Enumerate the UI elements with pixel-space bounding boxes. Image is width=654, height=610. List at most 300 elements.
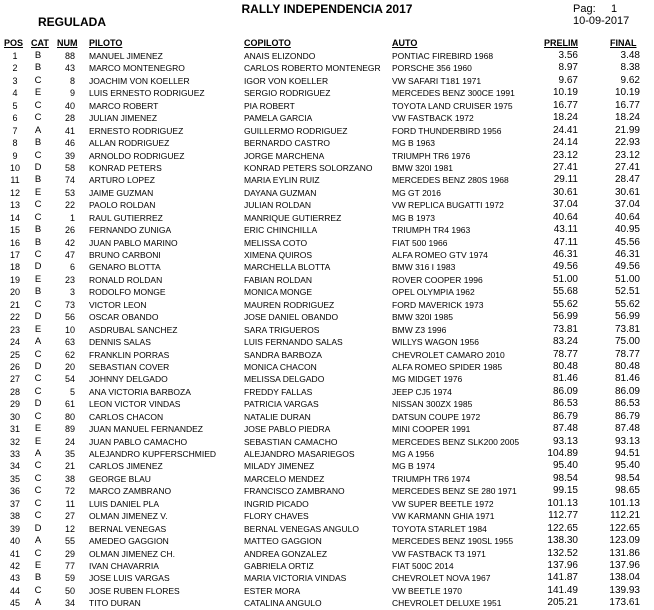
table-row [0,274,654,286]
cell-cat: A [34,448,42,459]
cell-auto: BMW 316 I 1983 [392,262,456,273]
cell-pos: 12 [9,187,20,198]
cell-copiloto: JULIAN ROLDAN [244,200,312,211]
cell-auto: TOYOTA LAND CRUISER 1975 [392,100,513,111]
cell-final: 98.54 [614,472,640,484]
cell-pos: 19 [9,274,20,285]
cell-final: 40.95 [614,224,640,236]
cell-auto: JEEP CJ5 1974 [392,386,452,397]
cell-copiloto: CATALINA ANGULO [244,598,322,609]
cell-copiloto: FLORY CHAVES [244,511,309,522]
cell-piloto: MARCO ZAMBRANO [89,486,172,497]
cell-piloto: JOSE RUBEN FLORES [89,585,180,596]
cell-num: 43 [64,63,75,74]
cell-final: 93.13 [614,435,640,447]
cell-copiloto: MARIA EYLIN RUIZ [244,175,320,186]
cell-piloto: DENNIS SALAS [89,337,151,348]
header-final: FINAL [610,38,637,48]
cell-cat: C [34,472,42,484]
cell-auto: WILLYS WAGON 1956 [392,337,479,348]
cell-prelim: 46.31 [552,249,578,260]
cell-copiloto: LUIS FERNANDO SALAS [244,337,343,348]
cell-auto: DATSUN COUPE 1972 [392,411,481,422]
cell-copiloto: ANAIS ELIZONDO [244,51,316,61]
table-row [0,100,654,112]
cell-auto: MERCEDES BENZ SLK200 2005 [392,436,520,447]
cell-num: 61 [64,399,75,410]
cell-piloto: GENARO BLOTTA [89,262,161,273]
cell-cat: E [34,559,42,571]
cell-num: 1 [69,212,75,223]
cell-num: 38 [64,473,75,484]
cell-piloto: JULIAN JIMENEZ [89,113,158,124]
cell-prelim: 24.41 [552,124,578,136]
cell-pos: 29 [9,399,20,410]
cell-pos: 15 [9,225,20,236]
cell-pos: 31 [9,424,20,435]
cell-auto: VW SUPER BEETLE 1972 [392,498,494,509]
cell-auto: MERCEDES BENZ 190SL 1955 [392,536,514,547]
cell-prelim: 29.11 [553,174,578,186]
cell-final: 81.46 [614,373,640,385]
cell-final: 95.40 [614,460,640,472]
cell-num: 77 [64,560,75,571]
cell-final: 101.13 [609,497,640,509]
cell-prelim: 3.56 [558,50,578,61]
cell-cat: B [34,236,42,248]
cell-piloto: TITO DURAN [89,598,141,609]
cell-auto: BMW 320I 1985 [392,312,453,323]
cell-final: 123.09 [609,535,640,547]
page-label: Pag: [573,3,596,15]
cell-final: 23.12 [614,149,640,161]
cell-num: 40 [64,100,75,111]
cell-num: 20 [64,361,75,372]
cell-final: 86.53 [614,398,640,410]
cell-piloto: RAUL GUTIERREZ [89,212,163,223]
cell-copiloto: JOSE DANIEL OBANDO [244,312,339,323]
cell-num: 8 [69,75,75,86]
cell-copiloto: MARCELO MENDEZ [244,473,325,484]
cell-copiloto: DAYANA GUZMAN [244,187,317,198]
cell-final: 112.21 [610,510,640,522]
cell-cat: B [34,50,42,61]
table-row [0,299,654,311]
cell-piloto: SEBASTIAN COVER [89,361,170,372]
cell-cat: C [34,74,42,86]
table-row [0,597,654,609]
cell-auto: MG GT 2016 [392,187,441,198]
cell-num: 55 [64,536,75,547]
cell-cat: E [34,273,42,285]
cell-pos: 34 [9,461,20,472]
cell-pos: 1 [12,51,18,61]
cell-prelim: 73.81 [552,323,578,335]
cell-piloto: ANA VICTORIA BARBOZA [89,386,191,397]
cell-piloto: BERNAL VENEGAS [89,523,167,534]
cell-cat: C [34,584,42,596]
cell-piloto: LUIS ERNESTO RODRIGUEZ [89,88,205,99]
cell-auto: TOYOTA STARLET 1984 [392,523,487,534]
cell-pos: 45 [9,598,20,609]
table-row [0,436,654,448]
cell-prelim: 137.96 [547,559,578,571]
cell-copiloto: XIMENA QUIROS [244,250,313,260]
cell-cat: C [34,497,42,509]
cell-pos: 3 [12,75,18,86]
cell-prelim: 8.97 [558,62,578,74]
cell-final: 73.81 [614,323,640,335]
table-row [0,75,654,87]
cell-cat: C [34,385,42,397]
cell-final: 122.65 [609,522,640,534]
table-row [0,199,654,211]
table-row [0,87,654,99]
cell-piloto: FERNANDO ZUNIGA [89,225,172,236]
cell-prelim: 49.56 [552,261,578,273]
cell-pos: 36 [9,486,20,497]
cell-copiloto: ERIC CHINCHILLA [244,225,318,236]
cell-auto: ROVER COOPER 1996 [392,274,483,285]
table-row [0,137,654,149]
cell-auto: TRIUMPH TR6 1974 [392,473,471,484]
cell-cat: D [34,261,42,273]
cell-copiloto: JORGE MARCHENA [244,150,325,161]
table-row [0,349,654,361]
cell-auto: ALFA ROMEO GTV 1974 [392,250,488,260]
cell-final: 27.41 [614,161,640,173]
cell-copiloto: MAUREN RODRIGUEZ [244,299,335,310]
cell-num: 42 [64,237,75,248]
table-row [0,386,654,398]
cell-num: 56 [64,312,75,323]
cell-final: 46.31 [614,249,640,260]
cell-num: 29 [64,548,75,559]
cell-prelim: 80.48 [552,360,578,372]
cell-auto: MERCEDES BENZ 300CE 1991 [392,88,515,99]
cell-piloto: OLMAN JIMENEZ V. [89,511,168,522]
cell-auto: PORSCHE 356 1960 [392,63,472,74]
cell-copiloto: MILADY JIMENEZ [244,461,315,472]
cell-final: 80.48 [614,360,640,372]
cell-cat: C [34,149,42,161]
cell-num: 88 [64,51,75,61]
cell-final: 137.96 [609,559,640,571]
cell-piloto: JUAN PABLO CAMACHO [89,436,188,447]
table-row [0,498,654,510]
cell-prelim: 122.65 [547,522,578,534]
cell-final: 40.64 [614,211,640,223]
cell-prelim: 43.11 [553,224,578,236]
cell-cat: D [34,522,42,534]
table-row [0,535,654,547]
table-row [0,212,654,224]
table-row [0,473,654,485]
report-date: 10-09-2017 [573,15,630,27]
cell-piloto: LUIS DANIEL PLA [89,498,160,509]
cell-pos: 14 [9,212,20,223]
cell-pos: 18 [9,262,20,273]
cell-pos: 6 [12,113,18,124]
cell-copiloto: ANDREA GONZALEZ [244,548,328,559]
cell-num: 5 [69,386,75,397]
cell-prelim: 86.53 [552,398,578,410]
cell-copiloto: PIA ROBERT [244,100,295,111]
cell-cat: C [34,373,42,385]
cell-pos: 24 [9,337,20,348]
table-row [0,162,654,174]
cell-final: 51.00 [614,273,640,285]
cell-prelim: 16.77 [552,99,578,111]
cell-copiloto: SANDRA BARBOZA [244,349,322,360]
table-row [0,411,654,423]
cell-num: 10 [64,324,75,335]
page-number: 1 [611,3,618,15]
cell-final: 87.48 [614,423,640,435]
cell-final: 86.79 [614,410,640,422]
cell-piloto: MARCO MONTENEGRO [89,63,185,74]
cell-pos: 17 [9,250,20,260]
cell-auto: BMW Z3 1996 [392,324,447,335]
cell-copiloto: SEBASTIAN CAMACHO [244,436,338,447]
cell-copiloto: MATTEO GAGGION [244,536,322,547]
cell-piloto: ARNOLDO RODRIGUEZ [89,150,185,161]
cell-auto: FIAT 500 1966 [392,237,448,248]
cell-num: 62 [64,349,75,360]
cell-cat: C [34,348,42,360]
cell-num: 35 [64,449,75,459]
cell-prelim: 112.77 [548,510,578,522]
cell-copiloto: MARIA VICTORIA VINDAS [244,573,347,584]
cell-auto: FIAT 500C 2014 [392,560,454,571]
cell-pos: 41 [9,548,20,559]
cell-final: 21.99 [614,124,640,136]
cell-copiloto: PATRICIA VARGAS [244,399,319,410]
table-row [0,572,654,584]
cell-pos: 22 [9,312,20,323]
table-row [0,125,654,137]
table-row [0,560,654,572]
cell-copiloto: SERGIO RODRIGUEZ [244,88,331,99]
table-row [0,311,654,323]
cell-auto: VW REPLICA BUGATTI 1972 [392,200,504,211]
cell-final: 75.00 [614,336,640,348]
cell-piloto: OSCAR OBANDO [89,312,159,323]
cell-prelim: 86.09 [552,385,578,397]
cell-cat: D [34,161,42,173]
cell-num: 46 [64,138,75,149]
cell-piloto: JAIME GUZMAN [89,187,154,198]
cell-cat: B [34,174,42,186]
cell-num: 11 [65,498,75,509]
cell-num: 89 [64,424,75,435]
cell-cat: B [34,62,42,74]
cell-prelim: 40.64 [552,211,578,223]
cell-pos: 23 [9,324,20,335]
cell-piloto: JOACHIM VON KOELLER [89,75,190,86]
cell-num: 12 [64,523,75,534]
cell-prelim: 78.77 [552,348,578,360]
cell-num: 26 [64,225,75,236]
cell-auto: VW FASTBACK T3 1971 [392,548,486,559]
cell-cat: C [34,410,42,422]
cell-auto: CHEVROLET CAMARO 2010 [392,349,505,360]
cell-cat: D [34,311,42,323]
cell-pos: 10 [9,162,20,173]
cell-cat: B [34,137,42,149]
cell-prelim: 205.21 [547,597,578,609]
cell-cat: C [34,547,42,559]
cell-cat: E [34,87,42,99]
cell-final: 3.48 [620,50,640,61]
cell-num: 27 [64,511,75,522]
cell-pos: 13 [9,200,20,211]
table-row [0,174,654,186]
cell-piloto: AMEDEO GAGGION [89,536,169,547]
header-prelim: PRELIM [544,38,579,48]
cell-copiloto: KONRAD PETERS SOLORZANO [244,162,373,173]
cell-num: 24 [64,436,75,447]
cell-cat: E [34,323,42,335]
table-row [0,50,654,62]
cell-copiloto: GABRIELA ORTIZ [244,560,314,571]
cell-copiloto: MELISSA COTO [244,237,308,248]
cell-pos: 44 [9,585,20,596]
cell-cat: C [34,112,42,124]
cell-piloto: MANUEL JIMENEZ [89,51,163,61]
table-row [0,62,654,74]
cell-final: 94.51 [614,448,640,459]
cell-num: 3 [69,287,75,298]
cell-cat: C [34,211,42,223]
cell-pos: 27 [9,374,20,385]
cell-piloto: JUAN PABLO MARINO [89,237,178,248]
cell-copiloto: IGOR VON KOELLER [244,75,329,86]
table-row [0,548,654,560]
cell-prelim: 9.67 [558,74,578,86]
cell-piloto: FRANKLIN PORRAS [89,349,170,360]
cell-prelim: 37.04 [552,199,578,211]
cell-auto: FORD THUNDERBIRD 1956 [392,125,502,136]
cell-auto: TRIUMPH TR6 1976 [392,150,471,161]
cell-num: 72 [64,486,75,497]
cell-num: 80 [64,411,75,422]
cell-piloto: ALLAN RODRIGUEZ [89,138,170,149]
cell-copiloto: MANRIQUE GUTIERREZ [244,212,342,223]
cell-num: 50 [64,585,75,596]
cell-pos: 25 [9,349,20,360]
cell-pos: 16 [9,237,20,248]
cell-piloto: ARTURO LOPEZ [89,175,155,186]
header-cat: CAT [31,38,49,48]
cell-final: 18.24 [614,112,640,124]
table-row [0,398,654,410]
cell-cat: C [34,485,42,497]
cell-num: 28 [64,113,75,124]
cell-copiloto: FREDDY FALLAS [244,386,313,397]
header-pos: POS [4,38,24,48]
cell-pos: 39 [9,523,20,534]
cell-final: 37.04 [614,199,640,211]
cell-pos: 11 [10,175,20,186]
cell-final: 22.93 [614,137,640,149]
cell-num: 21 [64,461,75,472]
cell-prelim: 56.99 [552,311,578,323]
cell-cat: C [34,99,42,111]
cell-auto: TRIUMPH TR4 1963 [392,225,471,236]
cell-pos: 28 [9,386,20,397]
cell-num: 54 [64,374,75,385]
cell-piloto: RODOLFO MONGE [89,287,166,298]
cell-final: 139.93 [609,584,640,596]
cell-prelim: 24.14 [552,137,578,149]
table-row [0,523,654,535]
cell-copiloto: FABIAN ROLDAN [244,274,313,285]
cell-final: 78.77 [614,348,640,360]
header-piloto: PILOTO [89,38,123,48]
cell-auto: MG MIDGET 1976 [392,374,463,385]
cell-prelim: 99.15 [552,485,578,497]
table-row [0,361,654,373]
cell-final: 16.77 [614,99,640,111]
report-title: RALLY INDEPENDENCIA 2017 [241,2,413,16]
cell-pos: 43 [9,573,20,584]
table-row [0,324,654,336]
cell-piloto: CARLOS CHACON [89,411,164,422]
cell-num: 59 [64,573,75,584]
cell-final: 49.56 [614,261,640,273]
cell-piloto: ASDRUBAL SANCHEZ [89,324,178,335]
cell-prelim: 47.11 [553,236,578,248]
cell-final: 86.09 [614,385,640,397]
cell-cat: D [34,360,42,372]
cell-cat: B [34,224,42,236]
cell-prelim: 18.24 [552,112,578,124]
cell-prelim: 10.19 [552,87,578,99]
cell-copiloto: CARLOS ROBERTO MONTENEGR [244,63,381,74]
cell-piloto: IVAN CHAVARRIA [89,560,159,571]
cell-cat: B [34,286,42,298]
cell-pos: 9 [12,150,18,161]
header-num: NUM [57,38,78,48]
cell-piloto: RONALD ROLDAN [89,274,163,285]
cell-prelim: 132.52 [547,547,578,559]
cell-pos: 38 [9,511,20,522]
cell-pos: 35 [9,473,20,484]
cell-pos: 30 [9,411,20,422]
cell-final: 28.47 [614,174,640,186]
cell-copiloto: INGRID PICADO [244,498,309,509]
cell-prelim: 101.13 [547,497,578,509]
cell-pos: 8 [12,138,18,149]
cell-final: 173.61 [609,597,640,609]
cell-copiloto: BERNARDO CASTRO [244,138,330,149]
table-row [0,224,654,236]
cell-prelim: 27.41 [552,161,578,173]
cell-cat: A [34,597,42,609]
cell-pos: 7 [12,125,18,136]
cell-final: 138.04 [609,572,640,584]
header-copiloto: COPILOTO [244,38,291,48]
cell-pos: 26 [9,361,20,372]
cell-copiloto: MONICA CHACON [244,361,317,372]
cell-cat: C [34,249,42,260]
cell-cat: C [34,510,42,522]
cell-cat: E [34,435,42,447]
cell-cat: E [34,423,42,435]
table-row [0,460,654,472]
cell-cat: C [34,199,42,211]
